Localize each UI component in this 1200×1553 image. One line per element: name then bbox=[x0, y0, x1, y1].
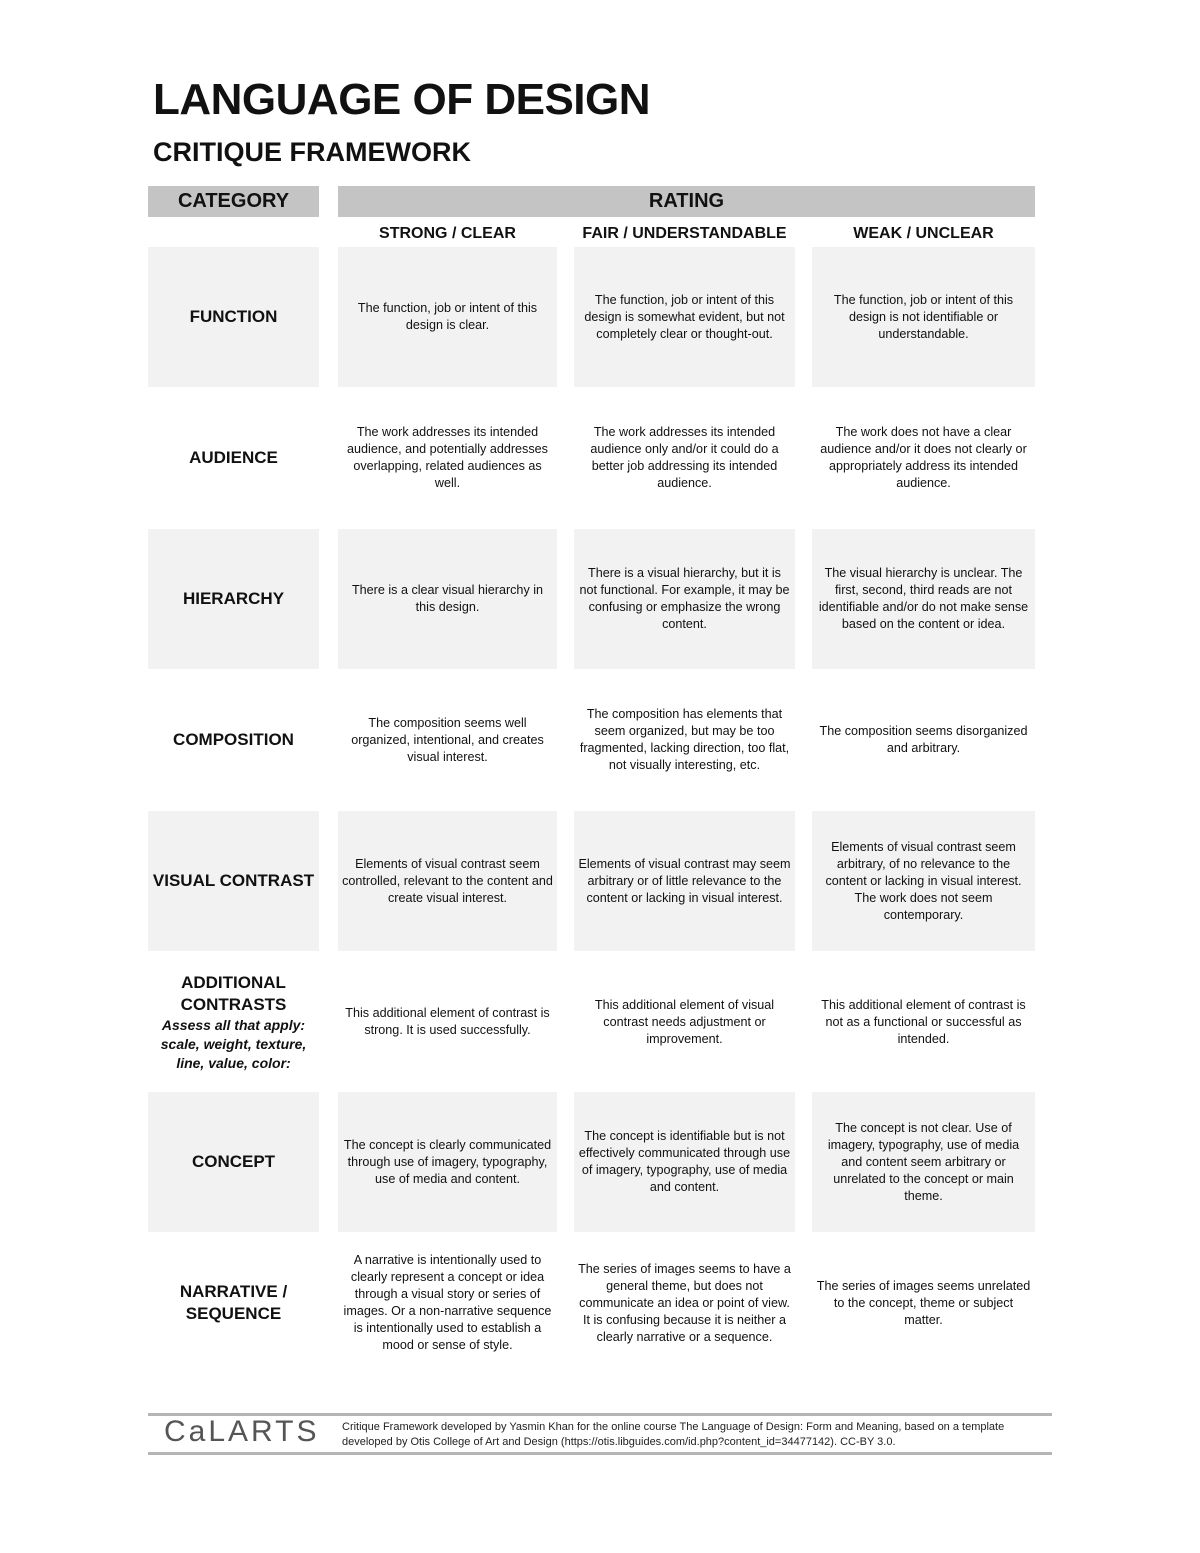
rating-description: The concept is identifiable but is not effectively communicated through use of imagery, typography, use of media and content. bbox=[578, 1129, 791, 1194]
rating-description: The work addresses its intended audience only and/or it could do a better job addressing its intended audience. bbox=[590, 425, 779, 490]
category-label: FUNCTION bbox=[189, 307, 278, 326]
category-label: CONCEPT bbox=[191, 1152, 276, 1171]
category-cell bbox=[148, 388, 319, 528]
category-label: COMPOSITION bbox=[173, 730, 294, 749]
rating-description: The composition seems disorganized and arbitrary. bbox=[819, 724, 1028, 755]
rating-cell bbox=[812, 388, 1035, 528]
rating-cell bbox=[574, 811, 795, 951]
rating-cell bbox=[812, 952, 1035, 1092]
column-header-strong: STRONG / CLEAR bbox=[379, 225, 516, 242]
rating-description: The function, job or intent of this design is not identifiable or understandable. bbox=[833, 292, 1014, 341]
rating-description: The work addresses its intended audience, and potentially addresses overlapping, related audiences as well. bbox=[347, 425, 548, 490]
column-header-fair: FAIR / UNDERSTANDABLE bbox=[582, 225, 787, 242]
rating-cell bbox=[812, 670, 1035, 810]
page-title: LANGUAGE OF DESIGN bbox=[153, 75, 651, 124]
rating-description: This additional element of contrast is strong. It is used successfully. bbox=[345, 1006, 550, 1037]
rating-description: Elements of visual contrast seem arbitrary, of no relevance to the content or lacking in visual interest. The work does not seem contemporary. bbox=[825, 839, 1022, 922]
rating-cell bbox=[812, 529, 1035, 669]
rating-description: The concept is clearly communicated through use of imagery, typography, use of media and content. bbox=[343, 1137, 552, 1186]
rating-cell bbox=[574, 247, 795, 387]
rating-cell bbox=[338, 670, 557, 810]
rating-cell bbox=[574, 529, 795, 669]
rating-description: The composition seems well organized, intentional, and creates visual interest. bbox=[351, 715, 544, 764]
category-cell bbox=[148, 247, 319, 387]
category-label: HIERARCHY bbox=[182, 589, 285, 608]
category-cell bbox=[148, 811, 319, 951]
rating-description: The function, job or intent of this design is clear. bbox=[357, 301, 538, 332]
category-cell bbox=[148, 529, 319, 669]
rating-description: This additional element of contrast is not as a functional or successful as intended. bbox=[821, 997, 1026, 1046]
footer-divider-bottom bbox=[148, 1452, 1052, 1455]
rating-cell bbox=[812, 811, 1035, 951]
rating-description: This additional element of visual contrast needs adjustment or improvement. bbox=[594, 997, 775, 1046]
rating-cell bbox=[812, 247, 1035, 387]
rating-cell bbox=[338, 952, 557, 1092]
footer-credit: Critique Framework developed by Yasmin Khan for the online course The Language of Design: Form and Meaning, based on a template developed by Otis College of Art and Design (https://otis.libguides.com/id.php?content_id=34477142). CC-BY 3.0. bbox=[342, 1421, 1005, 1448]
category-label: NARRATIVE / SEQUENCE bbox=[179, 1282, 288, 1323]
rating-description: The composition has elements that seem organized, but may be too fragmented, lacking direction, too flat, not visually interesting, etc. bbox=[579, 707, 790, 772]
column-header-weak: WEAK / UNCLEAR bbox=[853, 225, 994, 242]
rating-description: The visual hierarchy is unclear. The first, second, third reads are not identifiable and/or do not make sense based on the content or idea. bbox=[818, 566, 1029, 631]
rating-cell bbox=[338, 247, 557, 387]
calarts-logo: CaLARTS bbox=[164, 1415, 320, 1448]
rating-cell bbox=[338, 529, 557, 669]
rating-cell bbox=[574, 1092, 795, 1232]
rating-cell bbox=[338, 1233, 557, 1373]
rating-description: The series of images seems unrelated to the concept, theme or subject matter. bbox=[816, 1278, 1031, 1327]
rating-description: Elements of visual contrast seem controlled, relevant to the content and create visual interest. bbox=[342, 856, 553, 905]
category-cell bbox=[148, 1233, 319, 1373]
page-subtitle: CRITIQUE FRAMEWORK bbox=[153, 137, 471, 167]
rating-description: The series of images seems to have a general theme, but does not communicate an idea or point of view. It is confusing because it is neither a clearly narrative or a sequence. bbox=[578, 1261, 791, 1344]
rating-cell bbox=[812, 1233, 1035, 1373]
category-note: Assess all that apply: scale, weight, texture, line, value, color: bbox=[160, 1016, 307, 1071]
rating-cell bbox=[338, 388, 557, 528]
rating-cell bbox=[338, 1092, 557, 1232]
rating-description: A narrative is intentionally used to clearly represent a concept or idea through a visual story or series of images. Or a non-narrative sequence is intentionally used to establish a mood or sense of style. bbox=[343, 1253, 552, 1352]
category-cell bbox=[148, 1092, 319, 1232]
rating-description: The concept is not clear. Use of imagery, typography, use of media and content seem arbitrary or unrelated to the concept or main theme. bbox=[827, 1120, 1020, 1203]
rating-cell bbox=[574, 952, 795, 1092]
category-label: AUDIENCE bbox=[189, 448, 278, 467]
rating-cell bbox=[338, 811, 557, 951]
rating-description: The work does not have a clear audience and/or it does not clearly or appropriately address its intended audience. bbox=[820, 425, 1027, 490]
category-label: ADDITIONAL CONTRASTS bbox=[180, 972, 287, 1014]
rating-description: There is a clear visual hierarchy in this design. bbox=[351, 583, 544, 614]
category-header: CATEGORY bbox=[148, 186, 319, 217]
rating-cell bbox=[574, 670, 795, 810]
rating-description: The function, job or intent of this design is somewhat evident, but not completely clear or thought-out. bbox=[584, 292, 785, 341]
rating-header: RATING bbox=[338, 186, 1035, 217]
rating-description: Elements of visual contrast may seem arbitrary or of little relevance to the content or lacking in visual interest. bbox=[578, 856, 791, 905]
category-label: VISUAL CONTRAST bbox=[152, 871, 315, 890]
category-cell bbox=[148, 670, 319, 810]
rating-cell bbox=[812, 1092, 1035, 1232]
rating-cell bbox=[574, 388, 795, 528]
category-cell bbox=[148, 952, 319, 1092]
rating-description: There is a visual hierarchy, but it is not functional. For example, it may be confusing or emphasize the wrong content. bbox=[579, 566, 790, 631]
rating-cell bbox=[574, 1233, 795, 1373]
